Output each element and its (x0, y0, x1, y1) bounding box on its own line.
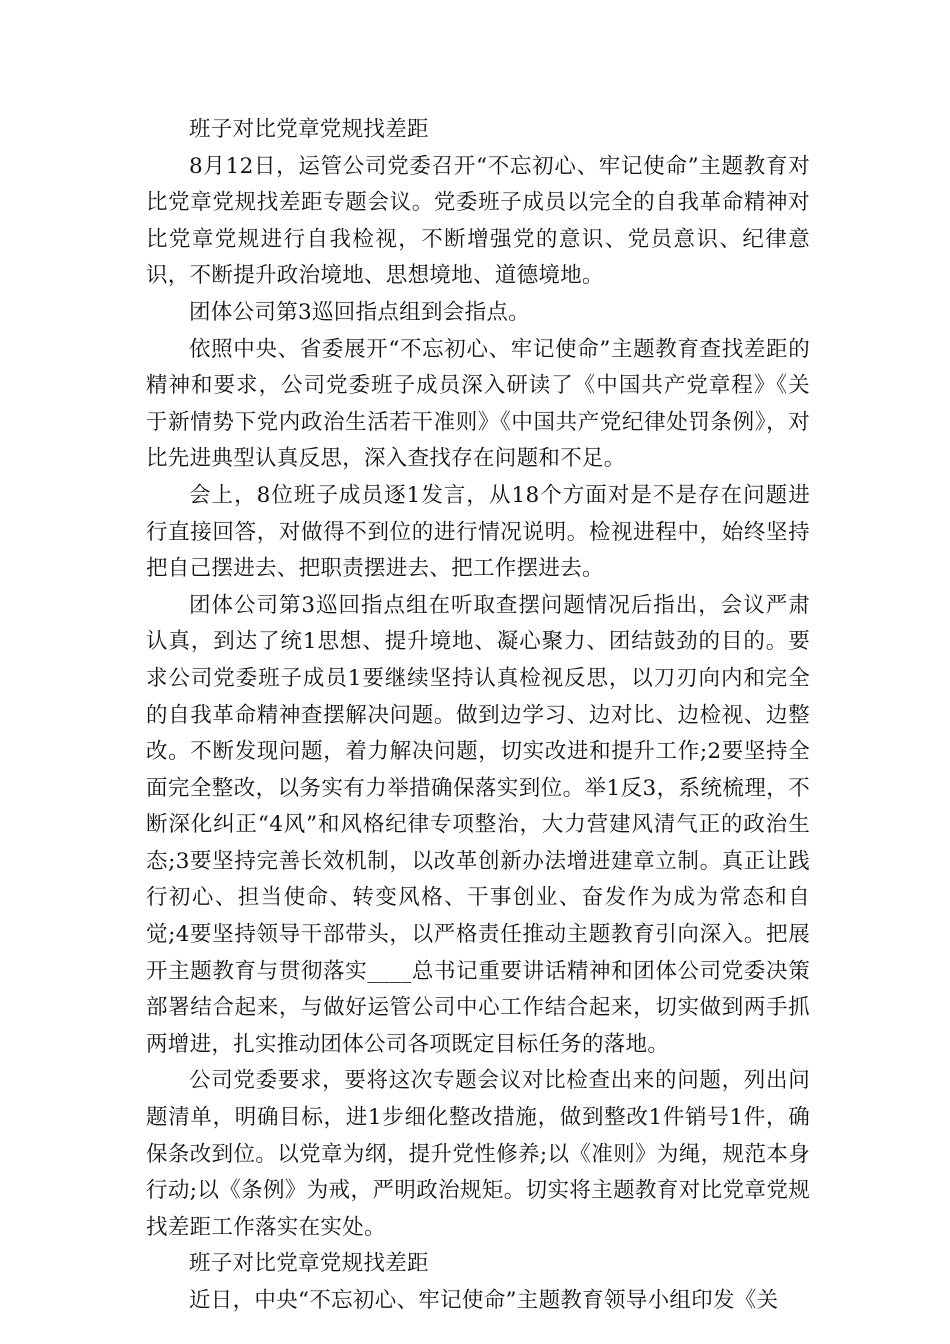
paragraph: 团体公司第3巡回指点组到会指点。 (189, 299, 530, 325)
section-title: 班子对比党章党规找差距 (189, 117, 429, 142)
paragraph: 近日，中央“不忘初心、牢记使命”主题教育领导小组印发《关 (189, 1288, 779, 1313)
paragraph: 8月12日，运管公司党委召开“不忘初心、牢记使命”主题教育对比党章党规找差距专题会议。党委班子成员以完全的自我革命精神对比党章党规进行自我检视，不断增强党的意识、党员意识、纪律意识，不断提升政治境地、思想境地、道德境地。 (146, 153, 810, 289)
paragraph: 依照中央、省委展开“不忘初心、牢记使命”主题教育查找差距的精神和要求，公司党委班子成员深入研读了《中国共产党章程》《关于新情势下党内政治生活若干准则》《中国共产党纪律处罚条例》，对比先进典型认真反思，深入查找存在问题和不足。 (146, 336, 810, 472)
document-page (146, 112, 810, 1320)
paragraph: 会上，8位班子成员逐1发言，从18个方面对是不是存在问题进行直接回答，对做得不到位的进行情况说明。检视进程中，始终坚持把自己摆进去、把职责摆进去、把工作摆进去。 (146, 482, 810, 582)
section-title: 班子对比党章党规找差距 (189, 1251, 429, 1277)
paragraph: 公司党委要求，要将这次专题会议对比检查出来的问题，列出问题清单，明确目标，进1步细化整改措施，做到整改1件销号1件，确保条改到位。以党章为纲，提升党性修养;以《准则》为绳，规范本身行动;以《条例》为戒，严明政治规矩。切实将主题教育对比党章党规找差距工作落实在实处。 (146, 1068, 810, 1240)
paragraph: 团体公司第3巡回指点组在听取查摆问题情况后指出，会议严肃认真，到达了统1思想、提升境地、凝心聚力、团结鼓劲的目的。要求公司党委班子成员1要继续坚持认真检视反思，以刀刃向内和完全的自我革命精神查摆解决问题。做到边学习、边对比、边检视、边整改。不断发现问题，着力解决问题，切实改进和提升工作;2要坚持全面完全整改，以务实有力举措确保落实到位。举1反3，系统梳理，不断深化纠正“4风”和风格纪律专项整治，大力营建风清气正的政治生态;3要坚持完善长效机制，以改革创新办法增进建章立制。真正让践行初心、担当使命、转变风格、干事创业、奋发作为成为常态和自觉;4要坚持领导干部带头，以严格责任推动主题教育引向深入。把展开主题教育与贯彻落实____总书记重要讲话精神和团体公司党委决策部署结合起来，与做好运管公司中心工作结合起来，切实做到两手抓两增进，扎实推动团体公司各项既定目标任务的落地。 (146, 592, 810, 1057)
